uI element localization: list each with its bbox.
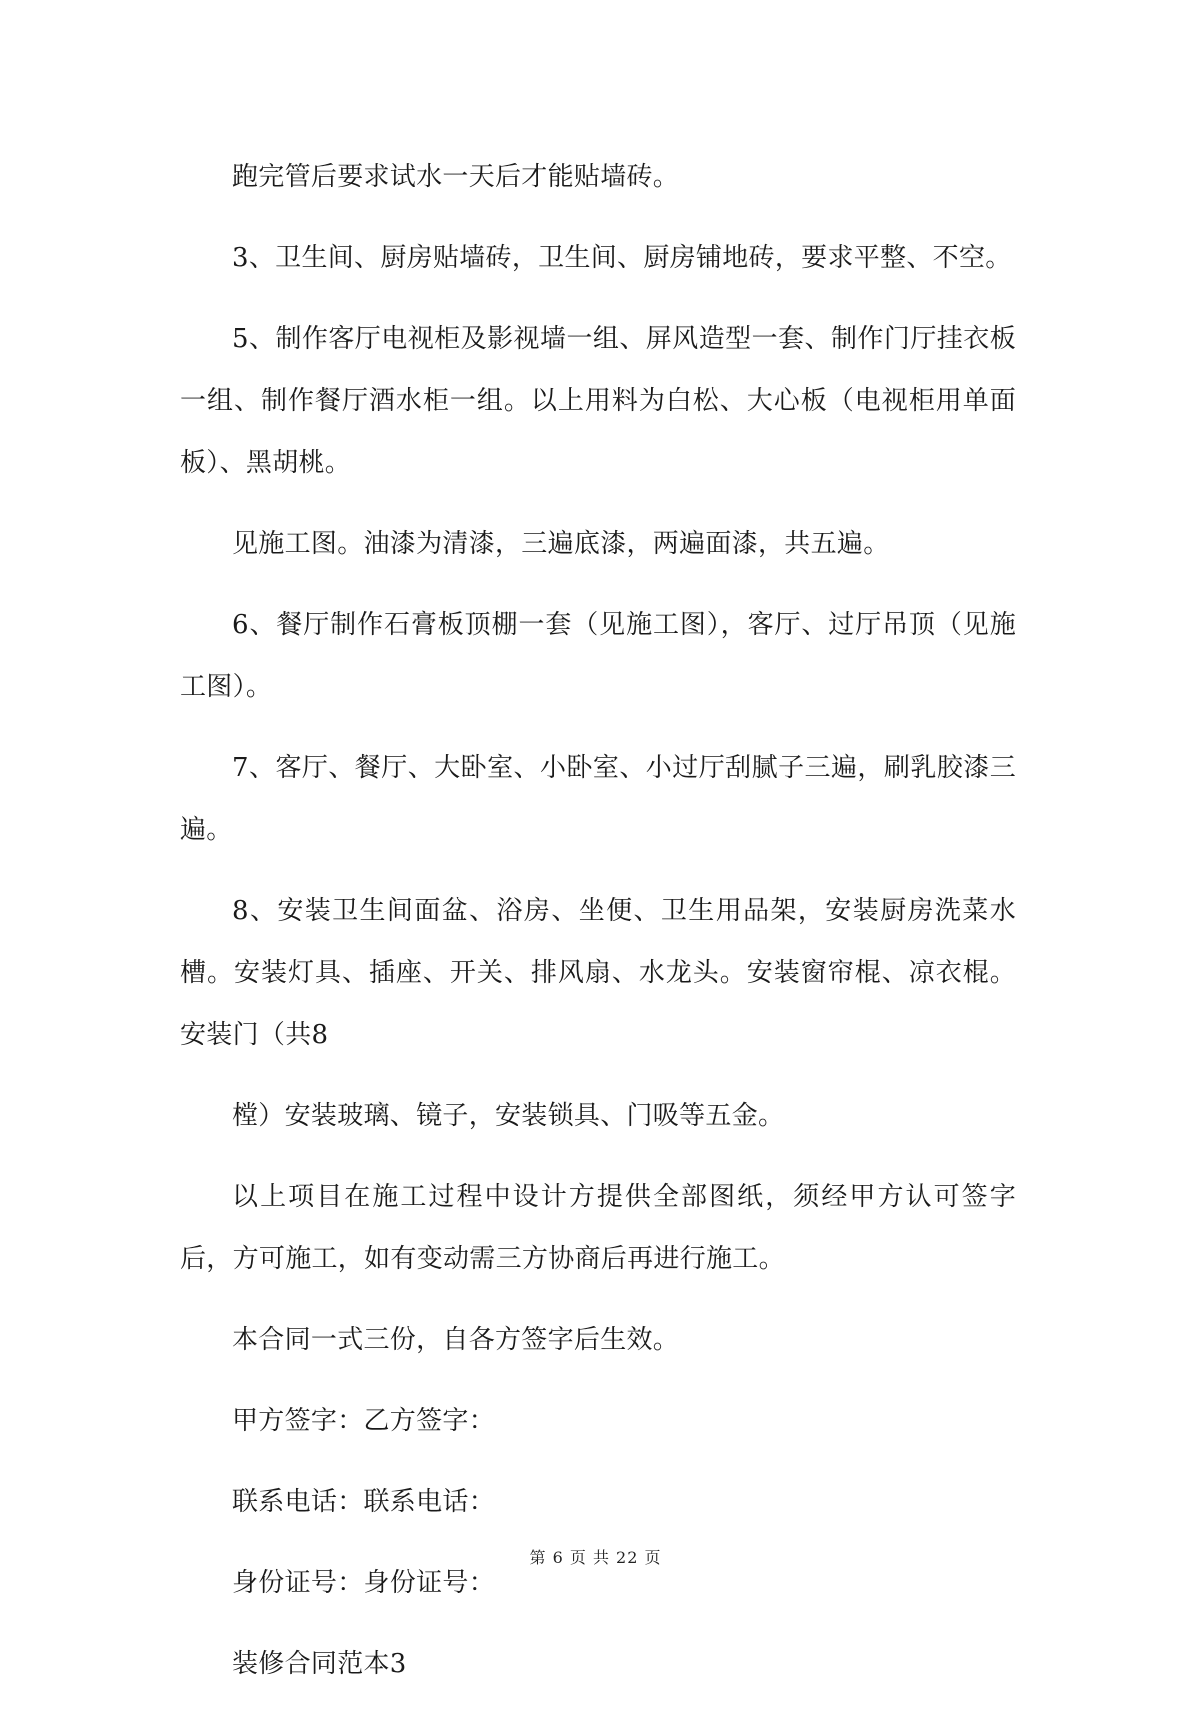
paragraph: 7、客厅、餐厅、大卧室、小卧室、小过厅刮腻子三遍，刷乳胶漆三遍。 xyxy=(180,753,1016,845)
paragraph: 以上项目在施工过程中设计方提供全部图纸，须经甲方认可签字后，方可施工，如有变动需三方协商后再进行施工。 xyxy=(180,1182,1016,1274)
paragraph: 6、餐厅制作石膏板顶棚一套（见施工图），客厅、过厅吊顶（见施工图）。 xyxy=(180,610,1016,702)
id-number-line: 身份证号：身份证号： xyxy=(232,1568,496,1598)
paragraph: 5、制作客厅电视柜及影视墙一组、屏风造型一套、制作门厅挂衣板一组、制作餐厅酒水柜一组。以上用料为白松、大心板（电视柜用单面板）、黑胡桃。 xyxy=(180,324,1016,478)
paragraph: 跑完管后要求试水一天后才能贴墙砖。 xyxy=(232,162,680,192)
phone-line: 联系电话：联系电话： xyxy=(232,1487,496,1517)
paragraph: 樘）安装玻璃、镜子，安装锁具、门吸等五金。 xyxy=(232,1101,785,1131)
document-body xyxy=(180,146,1016,1714)
paragraph: 本合同一式三份，自各方签字后生效。 xyxy=(232,1325,680,1355)
paragraph: 3、卫生间、厨房贴墙砖，卫生间、厨房铺地砖，要求平整、不空。 xyxy=(232,243,1012,273)
paragraph: 8、安装卫生间面盆、浴房、坐便、卫生用品架，安装厨房洗菜水槽。安装灯具、插座、开关、排风扇、水龙头。安装窗帘棍、凉衣棍。安装门（共8 xyxy=(180,896,1016,1050)
page-number-footer: 第 6 页 共 22 页 xyxy=(529,1548,662,1567)
signature-line-party-a-b: 甲方签字：乙方签字： xyxy=(232,1406,496,1436)
section-heading: 装修合同范本3 xyxy=(232,1649,407,1679)
paragraph: 见施工图。油漆为清漆，三遍底漆，两遍面漆，共五遍。 xyxy=(232,529,890,559)
